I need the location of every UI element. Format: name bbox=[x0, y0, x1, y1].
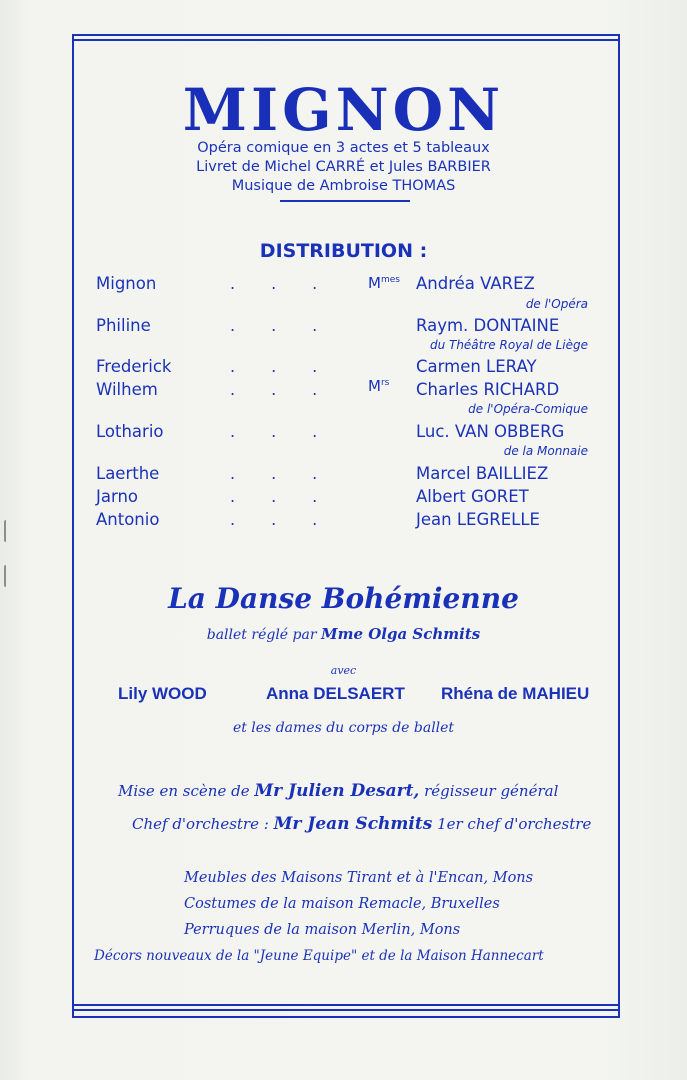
cast-role: Antonio bbox=[96, 510, 160, 529]
subtitle-line: Musique de Ambroise THOMAS bbox=[231, 178, 456, 194]
dancer-name: Anna DELSAERT bbox=[266, 684, 405, 703]
cast-affiliation: de l'Opéra-Comique bbox=[468, 402, 588, 416]
cast-role: Jarno bbox=[96, 487, 139, 506]
ballet-title: La Danse Bohémienne bbox=[168, 582, 519, 615]
avec-label: avec bbox=[330, 664, 357, 677]
subtitle-line: Opéra comique en 3 actes et 5 tableaux bbox=[197, 140, 490, 156]
cast-singer: Marcel BAILLIEZ bbox=[416, 464, 549, 483]
cast-singer: Raym. DONTAINE bbox=[416, 316, 560, 335]
leader-dots: ... bbox=[230, 274, 354, 293]
title-underline bbox=[280, 200, 410, 202]
corps-de-ballet: et les dames du corps de ballet bbox=[232, 720, 455, 736]
credit-line: Costumes de la maison Remacle, Bruxelles bbox=[184, 896, 500, 912]
cast-affiliation: de la Monnaie bbox=[503, 444, 588, 458]
choreographer-name: Mme Olga Schmits bbox=[320, 625, 481, 643]
page-title: MIGNON bbox=[182, 76, 505, 144]
cast-role: Lothario bbox=[96, 422, 164, 441]
dancer-name: Lily WOOD bbox=[118, 684, 207, 703]
cast-role: Philine bbox=[96, 316, 151, 335]
mrs-label: $M^{rs}$ bbox=[368, 377, 390, 395]
cast-singer: Andréa VAREZ bbox=[416, 274, 535, 293]
ballet-prefix: ballet réglé par bbox=[206, 627, 317, 643]
chef-orchestre: Chef d'orchestre : Mr Jean Schmits 1er chef d'orchestre bbox=[132, 814, 592, 834]
leader-dots: ... bbox=[230, 380, 354, 399]
credit-line: Meubles des Maisons Tirant et à l'Encan, Mons bbox=[184, 870, 534, 886]
staple-mark bbox=[4, 520, 11, 542]
cast-role: Wilhem bbox=[96, 380, 158, 399]
cast-singer: Carmen LERAY bbox=[416, 357, 537, 376]
leader-dots: ... bbox=[230, 487, 354, 506]
cast-role: Frederick bbox=[96, 357, 172, 376]
ballet-choreographer bbox=[0, 625, 687, 643]
dancer-name: Rhéna de MAHIEU bbox=[441, 684, 590, 703]
subtitle-line: Livret de Michel CARRÉ et Jules BARBIER bbox=[196, 159, 491, 175]
leader-dots: ... bbox=[230, 422, 354, 441]
top-rule bbox=[72, 39, 620, 41]
cast-role: Laerthe bbox=[96, 464, 160, 483]
cast-singer: Albert GORET bbox=[416, 487, 529, 506]
mise-en-scene: Mise en scène de Mr Julien Desart, régisseur général bbox=[118, 781, 559, 801]
bottom-rule bbox=[72, 1004, 620, 1006]
cast-role: Mignon bbox=[96, 274, 157, 293]
leader-dots: ... bbox=[230, 464, 354, 483]
cast-affiliation: du Théâtre Royal de Liège bbox=[429, 338, 588, 352]
mmes-label: $M^{mes}$ bbox=[368, 274, 400, 292]
credit-line: Décors nouveaux de la "Jeune Equipe" et de la Maison Hannecart bbox=[94, 948, 544, 964]
bottom-rule bbox=[72, 1009, 620, 1011]
distribution-heading: DISTRIBUTION : bbox=[259, 240, 428, 262]
leader-dots: ... bbox=[230, 510, 354, 529]
cast-singer: Charles RICHARD bbox=[416, 380, 560, 399]
cast-singer: Luc. VAN OBBERG bbox=[416, 422, 565, 441]
credit-line: Perruques de la maison Merlin, Mons bbox=[184, 922, 461, 938]
cast-singer: Jean LEGRELLE bbox=[416, 510, 540, 529]
leader-dots: ... bbox=[230, 316, 354, 335]
leader-dots: ... bbox=[230, 357, 354, 376]
cast-affiliation: de l'Opéra bbox=[525, 297, 588, 311]
